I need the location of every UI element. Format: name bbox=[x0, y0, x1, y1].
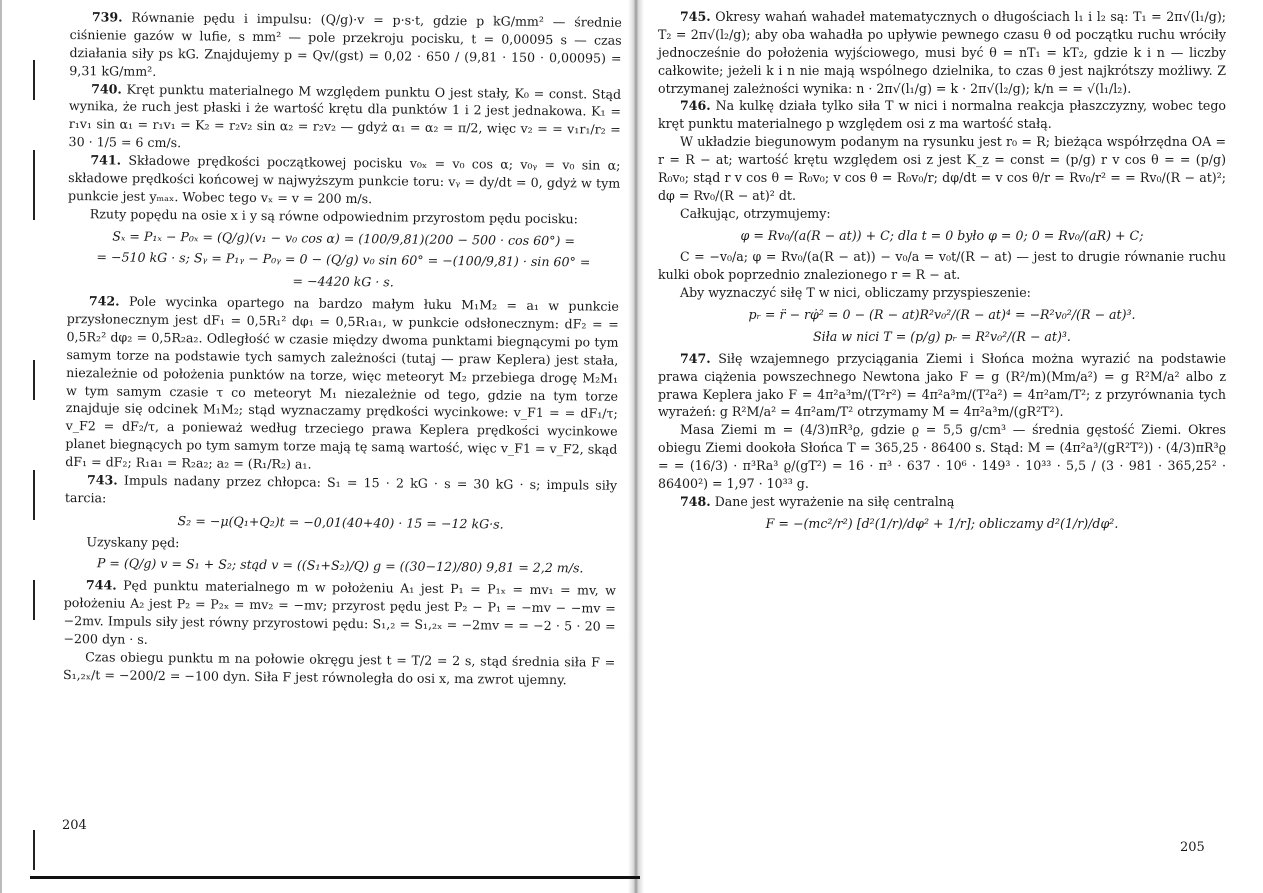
problem-number: 747. bbox=[680, 350, 711, 366]
right-page bbox=[640, 0, 1263, 893]
equation: = −4420 kG · s. bbox=[292, 273, 394, 290]
paragraph-text: Całkując, otrzymujemy: bbox=[680, 205, 831, 221]
problem-number: 741. bbox=[90, 152, 122, 168]
problem-number: 740. bbox=[91, 80, 122, 97]
right-page-number: 205 bbox=[1180, 840, 1205, 855]
paragraph bbox=[658, 284, 1226, 302]
paragraph-text: Kręt punktu materialnego M względem punktu O jest stały, K₀ = const. Stąd wynika, że ruch jest płaski i że wartość krętu dla punktów 1 i 2 jest jednakowa. K₁ = r₁v₁ sin α₁ = r₁v₁ = K₂ = r₂v₂ sin α₂ = r₂v₂ — gdyż α₁ = α₂ = π/2, więc v₂ = = v₁r₁/r₂ = 30 · 1/5 = 6 cm/s. bbox=[68, 81, 622, 151]
problem-paragraph bbox=[63, 576, 616, 653]
equation: Siła w nici T = (p/g) pᵣ = R²v₀²/(R − at)³. bbox=[813, 328, 1071, 344]
paragraph bbox=[64, 532, 616, 556]
problem-paragraph bbox=[69, 8, 622, 85]
problem-paragraph bbox=[658, 8, 1226, 97]
equation: F = −(mc²/r²) [d²(1/r)/dφ² + 1/r]; obliczamy d²(1/r)/dφ². bbox=[765, 515, 1119, 531]
problem-paragraph bbox=[658, 350, 1226, 422]
equation: Sₓ = P₁ₓ − P₀ₓ = (Q/g)(v₁ − v₀ cos α) = (100/9,81)(200 − 500 · cos 60°) = bbox=[112, 227, 576, 248]
paragraph-text: C = −v₀/a; φ = Rv₀/(a(R − at)) − v₀/a = v₀t/(R − at) — jest to drugie równanie ruchu kulki obok poprzednio znalezionego r = R − at. bbox=[658, 249, 1226, 283]
problem-paragraph bbox=[658, 97, 1226, 133]
problem-number: 742. bbox=[88, 293, 120, 309]
paragraph bbox=[658, 421, 1226, 493]
paragraph-text: Równanie pędu i impulsu: (Q/g)·v = p·s·t, gdzie p kG/mm² — średnie ciśnienie gazów w lufie, s mm² — pole przekroju pocisku, t = 0,00095 s — czas działania siły ps kG. Znajdujemy p = Qv/(gst) = 0,02 · 650 / (9,81 · 150 · 0,00095) = 9,31 kG/mm². bbox=[69, 9, 622, 79]
problem-paragraph bbox=[68, 151, 621, 210]
equation: = −510 kG · s; Sᵧ = P₁ᵧ − P₀ᵧ = 0 − (Q/g) v₀ sin 60° = −(100/9,81) · sin 60° = bbox=[96, 249, 591, 270]
right-page-text bbox=[658, 8, 1226, 537]
problem-number: 739. bbox=[91, 9, 123, 25]
equation: φ = Rv₀/(a(R − at)) + C; dla t = 0 było φ = 0; 0 = Rv₀/(aR) + C; bbox=[740, 227, 1144, 243]
paragraph-text: Rzuty popędu na osie x i y są równe odpowiednim przyrostom pędu pocisku: bbox=[89, 205, 579, 226]
paragraph-text: W układzie biegunowym podanym na rysunku jest r₀ = R; bieżąca współrzędna OA = r = R − at; wartość krętu względem osi z jest K_z = const = (p/g) r v cos θ = = (p/g) R₀v₀; stąd r v cos θ = R₀v₀; v cos θ = R₀v₀/r; dφ/dt = v cos θ/r = Rv₀/r² = = Rv₀/(R − at)²; dφ = Rv₀/(R − at)² dt. bbox=[658, 134, 1226, 203]
problem-number: 743. bbox=[86, 472, 118, 488]
paragraph-text: Pole wycinka opartego na bardzo małym łuku M₁M₂ = a₁ w punkcie przysłonecznym jest dF₁ = 0,5R₁² dφ₁ = 0,5R₁a₁, w punkcie odsłonecznym: dF₂ = = 0,5R₂² dφ₂ = 0,5R₂a₂. Odległość w czasie między dwoma punktami biegnącymi po tym samym torze na podstawie tych samych zależności (tutaj — praw Keplera) jest stała, niezależnie od położenia punktów na torze, więc meteoryt M₂ przebiega drogę M₂M₁ w tym samym czasie τ co meteoryt M₁ niezależnie od tego, gdzie na tym torze znajduje się odcinek M₁M₂; stąd wyznaczamy prędkości wycinkowe: v_F1 = = dF₁/τ; v_F2 = dF₂/τ, a ponieważ według trzeciego prawa Keplera prędkości wycinkowe planet biegnących po tym samym torze mają tę samą wartość, więc v_F1 = v_F2, skąd dF₁ = dF₂; R₁a₁ = R₂a₂; a₂ = (R₁/R₂) a₁. bbox=[65, 293, 619, 472]
problem-paragraph bbox=[69, 79, 622, 156]
left-page-number: 204 bbox=[62, 818, 87, 833]
equation: P = (Q/g) v = S₁ + S₂; stąd v = ((S₁+S₂)/Q) g = ((30−12)/80) 9,81 = 2,2 m/s. bbox=[96, 555, 584, 576]
problem-paragraph bbox=[658, 493, 1226, 511]
left-page-text bbox=[63, 8, 622, 689]
paragraph-text: Dane jest wyrażenie na siłę centralną bbox=[714, 493, 955, 509]
paragraph bbox=[658, 205, 1226, 223]
scan-shadow-bottom bbox=[30, 876, 640, 879]
paragraph bbox=[63, 648, 615, 690]
paragraph-text: Aby wyznaczyć siłę T w nici, obliczamy przyspieszenie: bbox=[680, 285, 1031, 301]
paragraph bbox=[658, 248, 1226, 284]
paragraph-text: Pęd punktu materialnego m w położeniu A₁ jest P₁ = P₁ₓ = mv₁ = mv, w położeniu A₂ jest P₂ = P₂ₓ = mv₂ = −mv; przyrost pędu jest P₂ − P₁ = −mv − −mv = −2mv. Impuls siły jest równy przyrostowi pędu: S₁,₂ = S₁,₂ₓ = −2mv = = −2 · 5 · 20 = −200 dyn · s. bbox=[63, 577, 617, 647]
paragraph-text: Siłę wzajemnego przyciągania Ziemi i Słońca można wyrazić na podstawie prawa ciążenia powszechnego Newtona jako F = g (R²/m)(Mm/a²) = g R²M/a² albo z prawa Keplera jako F = 4π²a³m/(T²r²) = 4π²a³m/(T²a²) = 4π²am/T²; z przyrównania tych wyrażeń: g R²M/a² = 4π²am/T² otrzymamy M = 4π²a³m/(gR²T²). bbox=[658, 350, 1226, 420]
problem-number: 745. bbox=[680, 9, 711, 24]
problem-paragraph bbox=[65, 292, 619, 477]
equation: pᵣ = r̈ − rφ̇² = 0 − (R − at)R²v₀²/(R − at)⁴ = −R²v₀²/(R − at)³. bbox=[748, 307, 1136, 322]
problem-paragraph bbox=[65, 471, 617, 513]
paragraph-text: Składowe prędkości początkowej pocisku v₀ₓ = v₀ cos α; v₀ᵧ = v₀ sin α; składowe prędkości końcowej w najwyższym punkcie toru: vᵧ = dy/dt = 0, gdyż w tym punkcie jest yₘₐₓ. Wobec tego vₓ = v = 200 m/s. bbox=[67, 152, 621, 206]
paragraph-text: Impuls nadany przez chłopca: S₁ = 15 · 2 kG · s = 30 kG · s; impuls siły tarcia: bbox=[64, 472, 618, 506]
problem-number: 746. bbox=[680, 98, 711, 114]
problem-number: 748. bbox=[680, 493, 711, 509]
equation: S₂ = −μ(Q₁+Q₂)t = −0,01(40+40) · 15 = −12 kG·s. bbox=[177, 512, 504, 532]
paragraph bbox=[658, 133, 1226, 205]
paragraph-text: Masa Ziemi m = (4/3)πR³ϱ, gdzie ϱ = 5,5 g/cm³ — średnia gęstość Ziemi. Okres obiegu Ziemi dookoła Słońca T = 365,25 · 86400 s. Stąd: M = (4π²a³/(gR²T²)) · (4/3)πR³ϱ = = (16/3) · π³Ra³ ϱ/(gT²) = 16 · π³ · 637 · 10⁶ · 149³ · 10³³ · 5,5 / (3 · 981 · 365,25² · 86400²) = 1,97 · 10³³ g. bbox=[658, 422, 1226, 491]
paragraph-text: Uzyskany pęd: bbox=[86, 533, 180, 550]
problem-number: 744. bbox=[85, 577, 117, 593]
paragraph-text: Okresy wahań wahadeł matematycznych o długościach l₁ i l₂ są: T₁ = 2π√(l₁/g); T₂ = 2π√(l₂/g); aby oba wahadła po upływie pewnego czasu θ od początku ruchu wróciły jednocześnie do położenia wyjściowego, musi być θ = nT₁ = kT₂, gdzie k i n — liczby całkowite; jeżeli k i n nie mają wspólnego dzielnika, to czas θ jest najkrótszy możliwy. Z otrzymanej zależności wynika: n · 2π√(l₁/g) = k · 2π√(l₂/g); k/n = = √(l₁/l₂). bbox=[658, 9, 1226, 96]
paragraph-text: Czas obiegu punktu m na połowie okręgu jest t = T/2 = 2 s, stąd średnia siła F = S₁,₂ₓ/t = −200/2 = −100 dyn. Siła F jest równoległa do osi x, ma zwrot ujemny. bbox=[62, 648, 616, 687]
paragraph-text: Na kulkę działa tylko siła T w nici i normalna reakcja płaszczyzny, wobec tego kręt punktu materialnego p względem osi z ma wartość stałą. bbox=[658, 98, 1226, 132]
